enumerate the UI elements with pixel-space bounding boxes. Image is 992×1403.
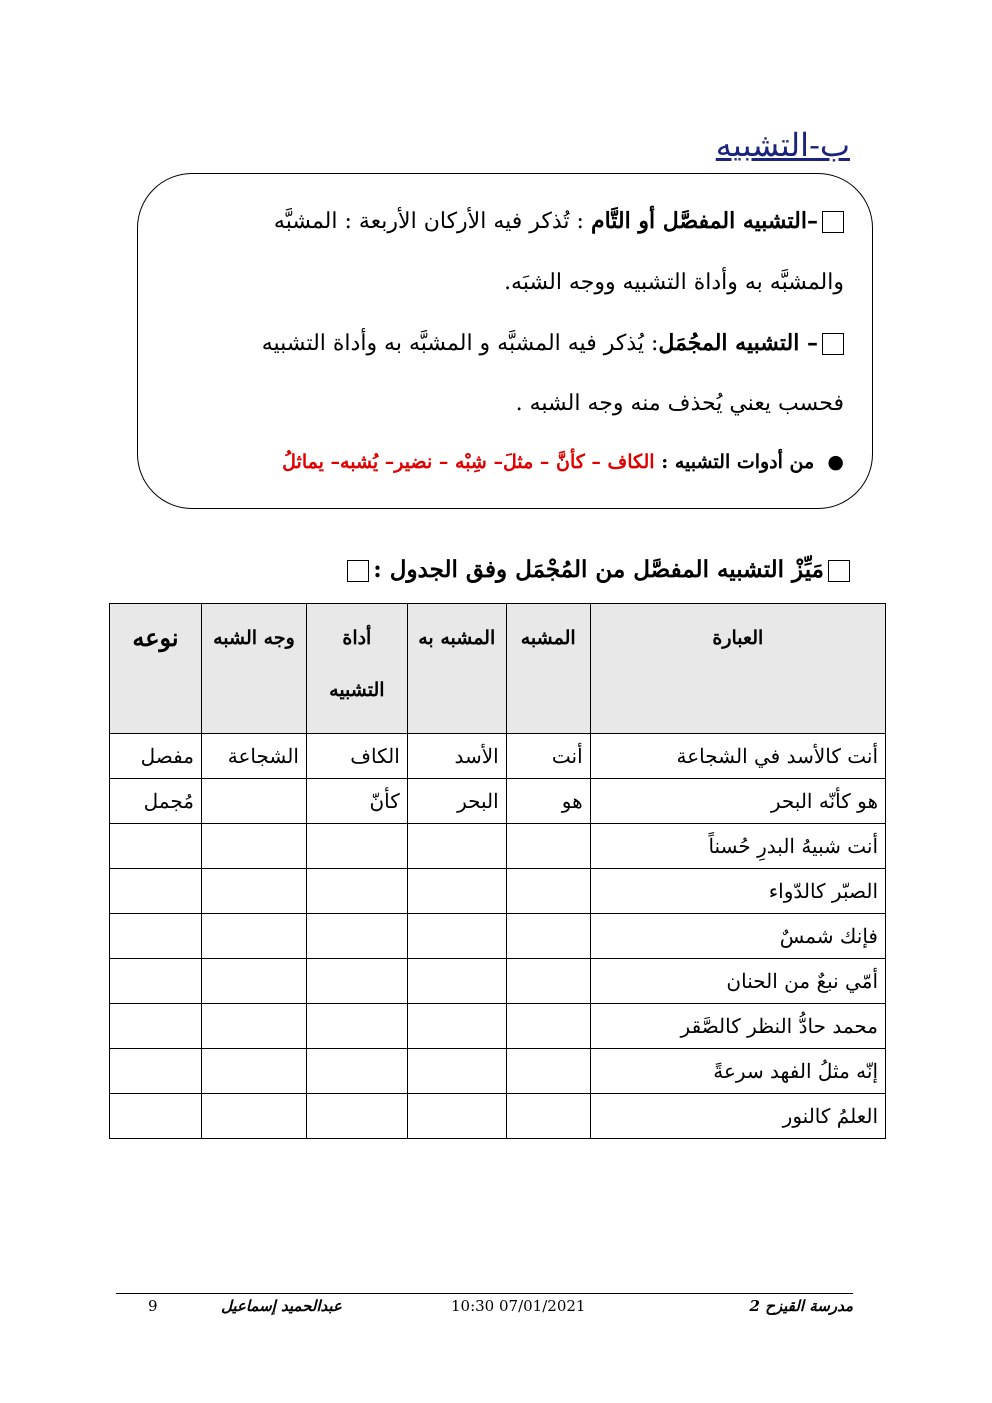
- phrase-cell: أمّي نبعٌ من الحنان: [590, 959, 885, 1004]
- answer-cell[interactable]: [110, 959, 202, 1004]
- phrase-cell: فإنك شمسٌ: [590, 914, 885, 959]
- answer-cell[interactable]: [506, 914, 590, 959]
- answer-cell[interactable]: [110, 914, 202, 959]
- similes-table: [109, 603, 886, 1139]
- term: –التشبيه المفصَّل أو التَّام: [590, 208, 818, 234]
- answer-cell[interactable]: [306, 824, 407, 869]
- answer-cell[interactable]: مفصل: [110, 734, 202, 779]
- answer-cell[interactable]: [110, 824, 202, 869]
- answer-cell[interactable]: [201, 1004, 306, 1049]
- school-name: مدرسة القيزح 2: [749, 1297, 853, 1315]
- answer-cell[interactable]: [306, 1004, 407, 1049]
- table-row: [110, 734, 886, 779]
- answer-cell[interactable]: [407, 824, 506, 869]
- question: [343, 556, 850, 583]
- definition-line: فحسب يعني يُحذف منه وجه الشبه .: [515, 391, 844, 416]
- answer-cell[interactable]: [407, 959, 506, 1004]
- answer-cell[interactable]: أنت: [506, 734, 590, 779]
- table-row: [110, 779, 886, 824]
- answer-cell[interactable]: [506, 1004, 590, 1049]
- answer-cell[interactable]: [201, 1094, 306, 1139]
- answer-cell[interactable]: [407, 1049, 506, 1094]
- table-row: [110, 824, 886, 869]
- answer-cell[interactable]: [506, 824, 590, 869]
- text: : تُذكر فيه الأركان الأربعة : المشبَّه: [273, 209, 591, 234]
- answer-cell[interactable]: [306, 1049, 407, 1094]
- answer-cell[interactable]: [506, 1094, 590, 1139]
- table-row: [110, 1049, 886, 1094]
- checkbox-icon: [347, 560, 369, 582]
- author: عبدالحميد إسماعيل: [221, 1297, 342, 1315]
- tools-label: من أدوات التشبيه :: [661, 451, 815, 473]
- column-header: وجه الشبه: [201, 604, 306, 734]
- answer-cell[interactable]: [201, 779, 306, 824]
- answer-cell[interactable]: الكاف: [306, 734, 407, 779]
- term: – التشبيه المجُمَل: [658, 330, 818, 356]
- answer-cell[interactable]: [201, 959, 306, 1004]
- phrase-cell: العلمُ كالنور: [590, 1094, 885, 1139]
- answer-cell[interactable]: [110, 1004, 202, 1049]
- tools-line: [282, 451, 844, 473]
- answer-cell[interactable]: [201, 1049, 306, 1094]
- table-row: [110, 1094, 886, 1139]
- answer-cell[interactable]: [407, 914, 506, 959]
- text: : يُذكر فيه المشبَّه و المشبَّه به وأداة التشبيه: [261, 331, 659, 356]
- answer-cell[interactable]: [110, 1094, 202, 1139]
- column-header: المشبه به: [407, 604, 506, 734]
- table-row: [110, 869, 886, 914]
- answer-cell[interactable]: هو: [506, 779, 590, 824]
- answer-cell[interactable]: البحر: [407, 779, 506, 824]
- section-title: ب-التشبيه: [715, 126, 850, 164]
- column-header: نوعه: [110, 604, 202, 734]
- answer-cell[interactable]: مُجمل: [110, 779, 202, 824]
- answer-cell[interactable]: [407, 1004, 506, 1049]
- answer-cell[interactable]: [201, 824, 306, 869]
- answer-cell[interactable]: [506, 1049, 590, 1094]
- answer-cell[interactable]: [506, 959, 590, 1004]
- answer-cell[interactable]: [110, 1049, 202, 1094]
- phrase-cell: إنّه مثلُ الفهد سرعةً: [590, 1049, 885, 1094]
- question-text: مَيِّزْ التشبيه المفصَّل من المُجْمَل وفق الجدول :: [373, 556, 824, 583]
- answer-cell[interactable]: [201, 869, 306, 914]
- table-row: [110, 914, 886, 959]
- answer-cell[interactable]: [407, 1094, 506, 1139]
- answer-cell[interactable]: [306, 1094, 407, 1139]
- phrase-cell: أنت كالأسد في الشجاعة: [590, 734, 885, 779]
- answer-cell[interactable]: [110, 869, 202, 914]
- checkbox-icon: [822, 211, 844, 233]
- answer-cell[interactable]: [407, 869, 506, 914]
- page-number: 9: [148, 1297, 158, 1315]
- checkbox-icon: [822, 333, 844, 355]
- answer-cell[interactable]: الشجاعة: [201, 734, 306, 779]
- datetime: 10:30 07/01/2021: [451, 1297, 586, 1315]
- tools-list: الكاف – كأنَّ – مثلَ– شِبْه – نضير– يُشبه– يماثلُ: [282, 451, 655, 473]
- definition-detailed: [274, 208, 844, 234]
- answer-cell[interactable]: [506, 869, 590, 914]
- phrase-cell: أنت شبيهُ البدرِ حُسناً: [590, 824, 885, 869]
- phrase-cell: محمد حادُّ النظر كالصَّقر: [590, 1004, 885, 1049]
- footer: [116, 1293, 853, 1315]
- answer-cell[interactable]: كأنّ: [306, 779, 407, 824]
- answer-cell[interactable]: الأسد: [407, 734, 506, 779]
- phrase-cell: هو كأنّه البحر: [590, 779, 885, 824]
- bullet-icon: ●: [827, 451, 844, 473]
- column-header: المشبه: [506, 604, 590, 734]
- definition-brief: [262, 330, 844, 356]
- table-row: [110, 1004, 886, 1049]
- column-header: العبارة: [590, 604, 885, 734]
- column-header: أداة التشبيه: [306, 604, 407, 734]
- answer-cell[interactable]: [306, 869, 407, 914]
- answer-cell[interactable]: [306, 914, 407, 959]
- definition-line: والمشبَّه به وأداة التشبيه ووجه الشبَه.: [504, 270, 844, 295]
- answer-cell[interactable]: [201, 914, 306, 959]
- phrase-cell: الصبّر كالدّواء: [590, 869, 885, 914]
- answer-cell[interactable]: [306, 959, 407, 1004]
- table-row: [110, 959, 886, 1004]
- checkbox-icon: [828, 560, 850, 582]
